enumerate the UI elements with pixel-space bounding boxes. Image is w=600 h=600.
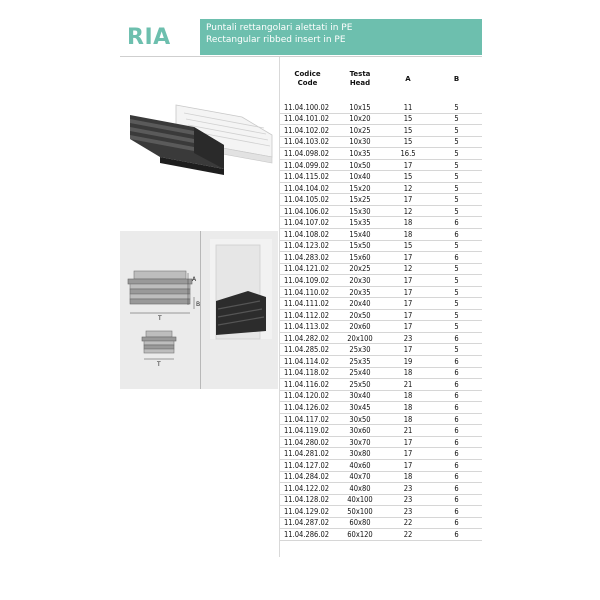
a-cell: 17 bbox=[403, 437, 413, 447]
code-cell: 11.04.123.02 bbox=[284, 241, 330, 251]
table-row bbox=[280, 125, 482, 137]
a-cell: 18 bbox=[403, 368, 413, 378]
table-row bbox=[280, 148, 482, 160]
a-cell: 17 bbox=[403, 287, 413, 297]
header-divider bbox=[120, 56, 482, 57]
label-a: A bbox=[192, 276, 197, 283]
a-cell: 17 bbox=[403, 310, 413, 320]
table-header bbox=[280, 61, 482, 102]
head-cell: 25x30 bbox=[349, 345, 371, 355]
title-italian: Puntali rettangolari alettati in PE bbox=[206, 23, 353, 33]
a-cell: 17 bbox=[403, 322, 413, 332]
a-cell: 18 bbox=[403, 472, 413, 482]
table-row bbox=[280, 137, 482, 149]
table-row bbox=[280, 333, 482, 345]
b-cell: 5 bbox=[454, 172, 459, 182]
b-cell: 5 bbox=[454, 345, 459, 355]
table-row bbox=[280, 356, 482, 368]
b-cell: 6 bbox=[454, 449, 459, 459]
b-cell: 5 bbox=[454, 114, 459, 124]
head-cell: 25x40 bbox=[349, 368, 371, 378]
code-cell: 11.04.280.02 bbox=[284, 437, 330, 447]
head-cell: 30x70 bbox=[349, 437, 371, 447]
a-cell: 17 bbox=[403, 275, 413, 285]
b-cell: 5 bbox=[454, 264, 459, 274]
table-row bbox=[280, 160, 482, 172]
a-cell: 19 bbox=[403, 356, 413, 366]
a-cell: 17 bbox=[403, 252, 413, 262]
code-cell: 11.04.098.02 bbox=[284, 148, 330, 158]
head-cell: 20x40 bbox=[349, 299, 371, 309]
b-cell: 5 bbox=[454, 310, 459, 320]
head-cell: 10x15 bbox=[349, 102, 371, 112]
head-cell: 10x20 bbox=[349, 114, 371, 124]
code-cell: 11.04.285.02 bbox=[284, 345, 330, 355]
b-cell: 6 bbox=[454, 437, 459, 447]
table-row bbox=[280, 275, 482, 287]
head-cell: 20x35 bbox=[349, 287, 371, 297]
a-cell: 18 bbox=[403, 229, 413, 239]
table-row bbox=[280, 241, 482, 253]
b-cell: 5 bbox=[454, 102, 459, 112]
head-cell: 40x70 bbox=[349, 472, 371, 482]
code-cell: 11.04.284.02 bbox=[284, 472, 330, 482]
code-cell: 11.04.108.02 bbox=[284, 229, 330, 239]
b-cell: 5 bbox=[454, 160, 459, 170]
head-cell: 15x25 bbox=[349, 195, 371, 205]
head-cell: 60x80 bbox=[349, 518, 371, 528]
header-head bbox=[335, 61, 385, 88]
code-cell: 11.04.282.02 bbox=[284, 333, 330, 343]
table-row bbox=[280, 287, 482, 299]
code-cell: 11.04.286.02 bbox=[284, 530, 330, 539]
head-cell: 20x30 bbox=[349, 275, 371, 285]
product-photo bbox=[124, 95, 274, 185]
b-cell: 6 bbox=[454, 483, 459, 493]
table-row bbox=[280, 448, 482, 460]
b-cell: 5 bbox=[454, 241, 459, 251]
series-title-box bbox=[120, 19, 200, 55]
table-row bbox=[280, 391, 482, 403]
b-cell: 5 bbox=[454, 148, 459, 158]
b-cell: 6 bbox=[454, 518, 459, 528]
a-cell: 23 bbox=[403, 333, 413, 343]
a-cell: 11 bbox=[403, 102, 413, 112]
code-cell: 11.04.283.02 bbox=[284, 252, 330, 262]
code-cell: 11.04.121.02 bbox=[284, 264, 330, 274]
code-cell: 11.04.107.02 bbox=[284, 218, 330, 228]
head-cell: 30x50 bbox=[349, 414, 371, 424]
head-cell: 40x100 bbox=[347, 495, 373, 505]
table-row bbox=[280, 518, 482, 530]
a-cell: 12 bbox=[403, 183, 413, 193]
b-cell: 6 bbox=[454, 495, 459, 505]
b-cell: 5 bbox=[454, 183, 459, 193]
b-cell: 6 bbox=[454, 368, 459, 378]
head-cell: 40x60 bbox=[349, 460, 371, 470]
dimension-drawing bbox=[120, 231, 278, 389]
series-title: RIA bbox=[127, 24, 171, 50]
table-row bbox=[280, 437, 482, 449]
table-row bbox=[280, 379, 482, 391]
table-row bbox=[280, 206, 482, 218]
product-table bbox=[280, 61, 482, 541]
a-cell: 17 bbox=[403, 160, 413, 170]
table-row bbox=[280, 298, 482, 310]
code-cell: 11.04.100.02 bbox=[284, 102, 330, 112]
b-cell: 5 bbox=[454, 125, 459, 135]
table-row bbox=[280, 321, 482, 333]
a-cell: 21 bbox=[403, 426, 413, 436]
label-t-bottom: T bbox=[157, 361, 161, 368]
code-cell: 11.04.099.02 bbox=[284, 160, 330, 170]
table-row bbox=[280, 171, 482, 183]
code-cell: 11.04.116.02 bbox=[284, 379, 330, 389]
head-cell: 20x25 bbox=[349, 264, 371, 274]
b-cell: 6 bbox=[454, 472, 459, 482]
table-row bbox=[280, 252, 482, 264]
b-cell: 5 bbox=[454, 287, 459, 297]
header-code-it: Codice bbox=[294, 70, 321, 78]
a-cell: 23 bbox=[403, 495, 413, 505]
header-a-label: A bbox=[405, 75, 411, 83]
table-row bbox=[280, 472, 482, 484]
header-code-en: Code bbox=[297, 79, 318, 87]
code-cell: 11.04.106.02 bbox=[284, 206, 330, 216]
code-cell: 11.04.126.02 bbox=[284, 402, 330, 412]
a-cell: 17 bbox=[403, 195, 413, 205]
header-b-label: B bbox=[453, 75, 460, 83]
a-cell: 17 bbox=[403, 449, 413, 459]
head-cell: 15x30 bbox=[349, 206, 371, 216]
b-cell: 5 bbox=[454, 206, 459, 216]
title-english: Rectangular ribbed insert in PE bbox=[206, 35, 346, 45]
a-cell: 17 bbox=[403, 345, 413, 355]
a-cell: 12 bbox=[403, 206, 413, 216]
b-cell: 6 bbox=[454, 333, 459, 343]
a-cell: 12 bbox=[403, 264, 413, 274]
code-cell: 11.04.113.02 bbox=[284, 322, 330, 332]
code-cell: 11.04.119.02 bbox=[284, 426, 330, 436]
code-cell: 11.04.117.02 bbox=[284, 414, 330, 424]
code-cell: 11.04.112.02 bbox=[284, 310, 330, 320]
header-head-it: Testa bbox=[349, 70, 371, 78]
head-cell: 30x40 bbox=[349, 391, 371, 401]
a-cell: 22 bbox=[403, 530, 413, 539]
a-cell: 17 bbox=[403, 299, 413, 309]
a-cell: 15 bbox=[403, 241, 413, 251]
head-cell: 30x60 bbox=[349, 426, 371, 436]
a-cell: 22 bbox=[403, 518, 413, 528]
table-row bbox=[280, 506, 482, 518]
head-cell: 20x60 bbox=[349, 322, 371, 332]
a-cell: 18 bbox=[403, 402, 413, 412]
b-cell: 6 bbox=[454, 379, 459, 389]
title-band bbox=[200, 19, 482, 55]
b-cell: 6 bbox=[454, 218, 459, 228]
code-cell: 11.04.281.02 bbox=[284, 449, 330, 459]
header-head-en: Head bbox=[349, 79, 371, 87]
head-cell: 20x50 bbox=[349, 310, 371, 320]
head-cell: 30x45 bbox=[349, 402, 371, 412]
table-body bbox=[280, 102, 482, 541]
code-cell: 11.04.109.02 bbox=[284, 275, 330, 285]
code-cell: 11.04.111.02 bbox=[284, 299, 330, 309]
technical-diagram bbox=[120, 231, 278, 389]
b-cell: 5 bbox=[454, 137, 459, 147]
code-cell: 11.04.104.02 bbox=[284, 183, 330, 193]
code-cell: 11.04.102.02 bbox=[284, 125, 330, 135]
b-cell: 6 bbox=[454, 530, 459, 539]
code-cell: 11.04.115.02 bbox=[284, 172, 330, 182]
header-code bbox=[280, 61, 335, 88]
a-cell: 15 bbox=[403, 137, 413, 147]
code-cell: 11.04.129.02 bbox=[284, 506, 330, 516]
a-cell: 23 bbox=[403, 483, 413, 493]
table-row bbox=[280, 310, 482, 322]
code-cell: 11.04.114.02 bbox=[284, 356, 330, 366]
b-cell: 6 bbox=[454, 391, 459, 401]
a-cell: 15 bbox=[403, 172, 413, 182]
table-row bbox=[280, 344, 482, 356]
table-row bbox=[280, 402, 482, 414]
code-cell: 11.04.127.02 bbox=[284, 460, 330, 470]
head-cell: 20x100 bbox=[347, 333, 373, 343]
head-cell: 10x35 bbox=[349, 148, 371, 158]
code-cell: 11.04.105.02 bbox=[284, 195, 330, 205]
table-row bbox=[280, 495, 482, 507]
code-cell: 11.04.122.02 bbox=[284, 483, 330, 493]
head-cell: 10x30 bbox=[349, 137, 371, 147]
a-cell: 18 bbox=[403, 391, 413, 401]
head-cell: 10x50 bbox=[349, 160, 371, 170]
b-cell: 6 bbox=[454, 229, 459, 239]
table-row bbox=[280, 102, 482, 114]
catalog-header bbox=[120, 19, 482, 55]
label-t-side: T bbox=[158, 315, 162, 322]
table-row bbox=[280, 483, 482, 495]
b-cell: 5 bbox=[454, 195, 459, 205]
b-cell: 6 bbox=[454, 426, 459, 436]
head-cell: 15x35 bbox=[349, 218, 371, 228]
head-cell: 15x50 bbox=[349, 241, 371, 251]
head-cell: 25x50 bbox=[349, 379, 371, 389]
b-cell: 6 bbox=[454, 414, 459, 424]
code-cell: 11.04.287.02 bbox=[284, 518, 330, 528]
a-cell: 18 bbox=[403, 414, 413, 424]
b-cell: 6 bbox=[454, 356, 459, 366]
code-cell: 11.04.110.02 bbox=[284, 287, 330, 297]
a-cell: 15 bbox=[403, 114, 413, 124]
table-row bbox=[280, 425, 482, 437]
code-cell: 11.04.120.02 bbox=[284, 391, 330, 401]
table-row bbox=[280, 183, 482, 195]
code-cell: 11.04.101.02 bbox=[284, 114, 330, 124]
header-b bbox=[431, 61, 482, 84]
a-cell: 15 bbox=[403, 125, 413, 135]
b-cell: 5 bbox=[454, 275, 459, 285]
table-row bbox=[280, 114, 482, 126]
table-row bbox=[280, 368, 482, 380]
head-cell: 60x120 bbox=[347, 530, 373, 539]
head-cell: 50x100 bbox=[347, 506, 373, 516]
head-cell: 25x35 bbox=[349, 356, 371, 366]
code-cell: 11.04.103.02 bbox=[284, 137, 330, 147]
label-b: B bbox=[196, 301, 201, 308]
table-row bbox=[280, 264, 482, 276]
table-row bbox=[280, 414, 482, 426]
head-cell: 40x80 bbox=[349, 483, 371, 493]
a-cell: 23 bbox=[403, 506, 413, 516]
b-cell: 6 bbox=[454, 252, 459, 262]
head-cell: 10x25 bbox=[349, 125, 371, 135]
header-a bbox=[385, 61, 431, 84]
table-row bbox=[280, 529, 482, 541]
b-cell: 5 bbox=[454, 299, 459, 309]
code-cell: 11.04.118.02 bbox=[284, 368, 330, 378]
table-row bbox=[280, 460, 482, 472]
b-cell: 6 bbox=[454, 460, 459, 470]
code-cell: 11.04.128.02 bbox=[284, 495, 330, 505]
table-row bbox=[280, 194, 482, 206]
head-cell: 15x40 bbox=[349, 229, 371, 239]
a-cell: 18 bbox=[403, 218, 413, 228]
table-row bbox=[280, 229, 482, 241]
head-cell: 30x80 bbox=[349, 449, 371, 459]
head-cell: 10x40 bbox=[349, 172, 371, 182]
a-cell: 16.5 bbox=[400, 148, 416, 158]
head-cell: 15x60 bbox=[349, 252, 371, 262]
table-row bbox=[280, 217, 482, 229]
a-cell: 17 bbox=[403, 460, 413, 470]
b-cell: 6 bbox=[454, 506, 459, 516]
b-cell: 6 bbox=[454, 402, 459, 412]
head-cell: 15x20 bbox=[349, 183, 371, 193]
b-cell: 5 bbox=[454, 322, 459, 332]
a-cell: 21 bbox=[403, 379, 413, 389]
